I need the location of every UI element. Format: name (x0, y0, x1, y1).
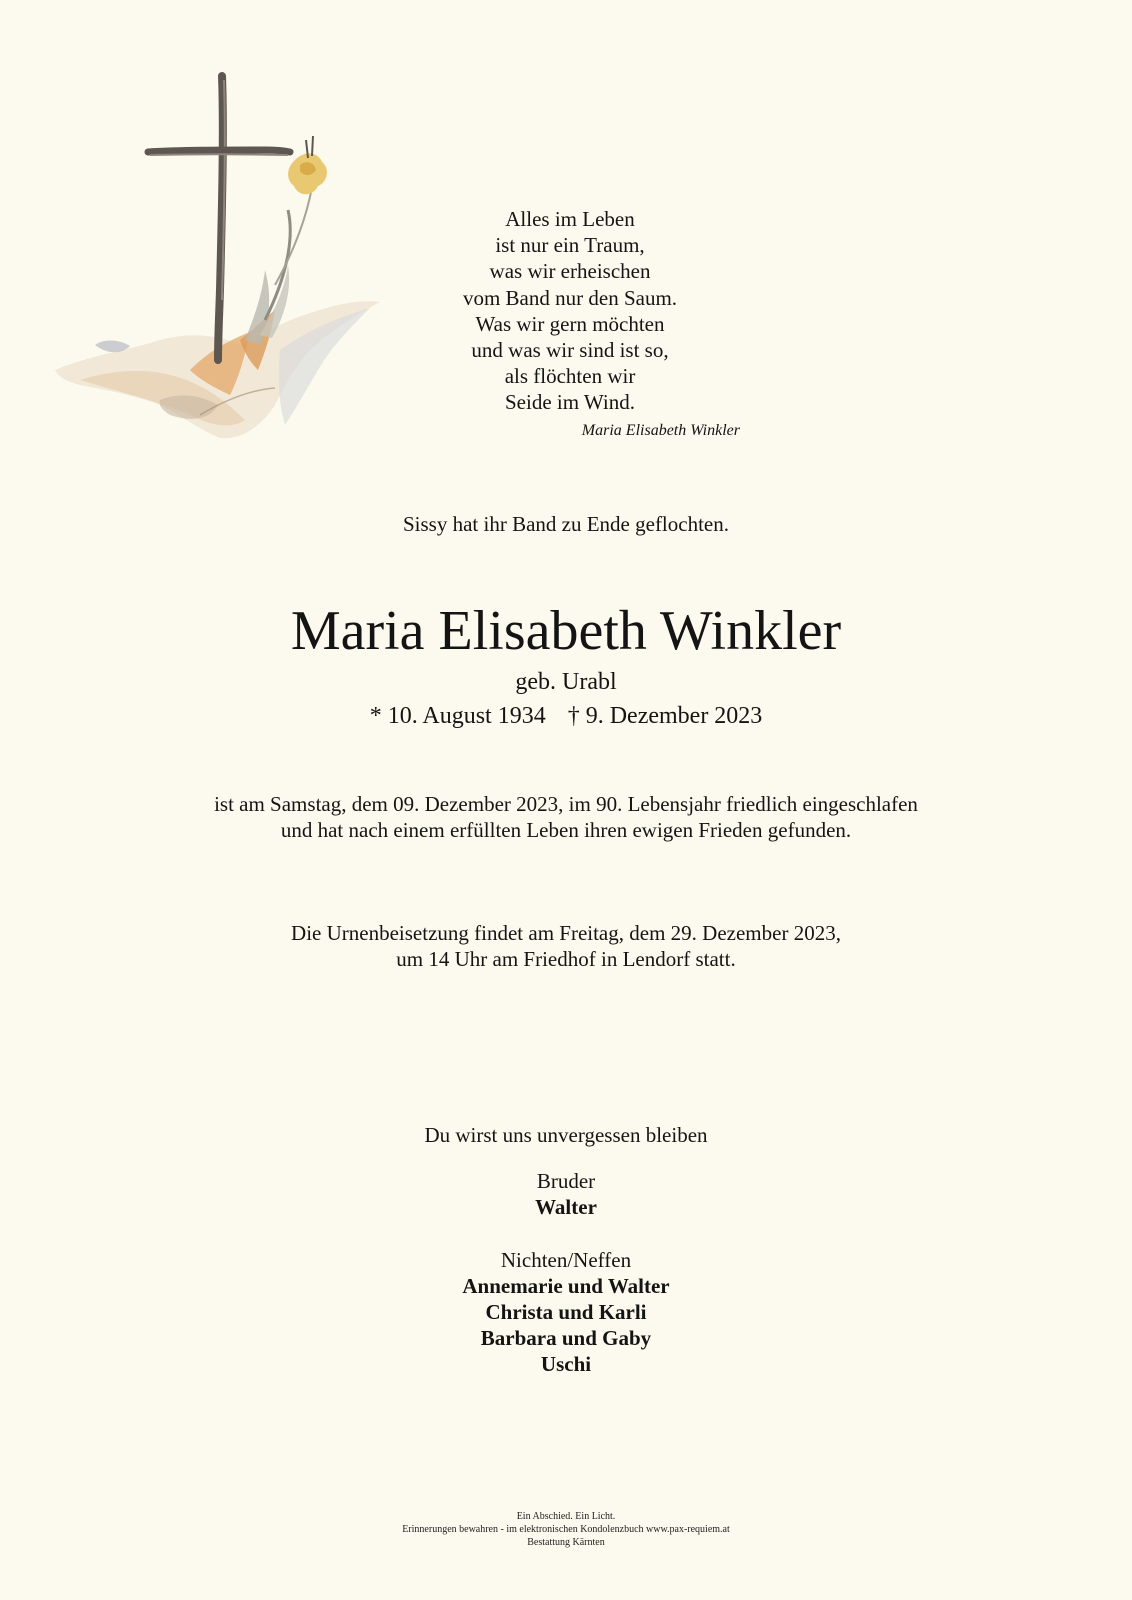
life-dates (0, 703, 1132, 730)
footer-line: Ein Abschied. Ein Licht. (516, 1511, 616, 1522)
footer-line: Erinnerungen bewahren - im elektronischen Kondolenzbuch www.pax-requiem.at (402, 1524, 730, 1535)
burial-line: Die Urnenbeisetzung findet am Freitag, dem 29. Dezember 2023, (291, 921, 841, 945)
death-date: † 9. Dezember 2023 (567, 703, 763, 729)
poem-line: als flöchten wir (504, 364, 636, 389)
notice-line: ist am Samstag, dem 09. Dezember 2023, im 90. Lebensjahr friedlich eingeschlafen (214, 792, 918, 816)
farewell-text: Du wirst uns unvergessen bleiben (424, 1123, 708, 1147)
family-member: Walter (535, 1195, 597, 1219)
poem (420, 206, 720, 416)
footer-line: Bestattung Kärnten (527, 1537, 605, 1548)
family-group (0, 1247, 1132, 1377)
burial-line: um 14 Uhr am Friedhof in Lendorf statt. (396, 947, 736, 971)
family-member: Barbara und Gaby (480, 1326, 652, 1350)
poem-line: Was wir gern möchten (475, 311, 665, 336)
death-notice (0, 791, 1132, 843)
deceased-name: Maria Elisabeth Winkler (290, 600, 842, 662)
poem-line: ist nur ein Traum, (495, 233, 645, 258)
birth-date: * 10. August 1934 (369, 703, 546, 729)
family-relation: Bruder (536, 1169, 596, 1193)
poem-line: vom Band nur den Saum. (462, 285, 678, 310)
poem-line: Seide im Wind. (504, 390, 635, 415)
notice-line: und hat nach einem erfüllten Leben ihren ewigen Frieden gefunden. (280, 818, 852, 842)
family-member: Annemarie und Walter (462, 1274, 670, 1298)
poem-line: und was wir sind ist so, (471, 338, 669, 363)
cross-with-flower-illustration (50, 70, 395, 455)
family-member: Uschi (540, 1352, 592, 1376)
maiden-name: geb. Urabl (515, 669, 617, 695)
poem-author: Maria Elisabeth Winkler (581, 422, 740, 439)
family-member: Christa und Karli (485, 1300, 647, 1324)
intro-text: Sissy hat ihr Band zu Ende geflochten. (402, 512, 729, 536)
poem-line: Alles im Leben (505, 207, 635, 231)
family-group (0, 1168, 1132, 1220)
burial-info (0, 920, 1132, 972)
family-relation: Nichten/Neffen (500, 1248, 632, 1272)
poem-line: was wir erheischen (489, 259, 651, 284)
footer (0, 1510, 1132, 1549)
